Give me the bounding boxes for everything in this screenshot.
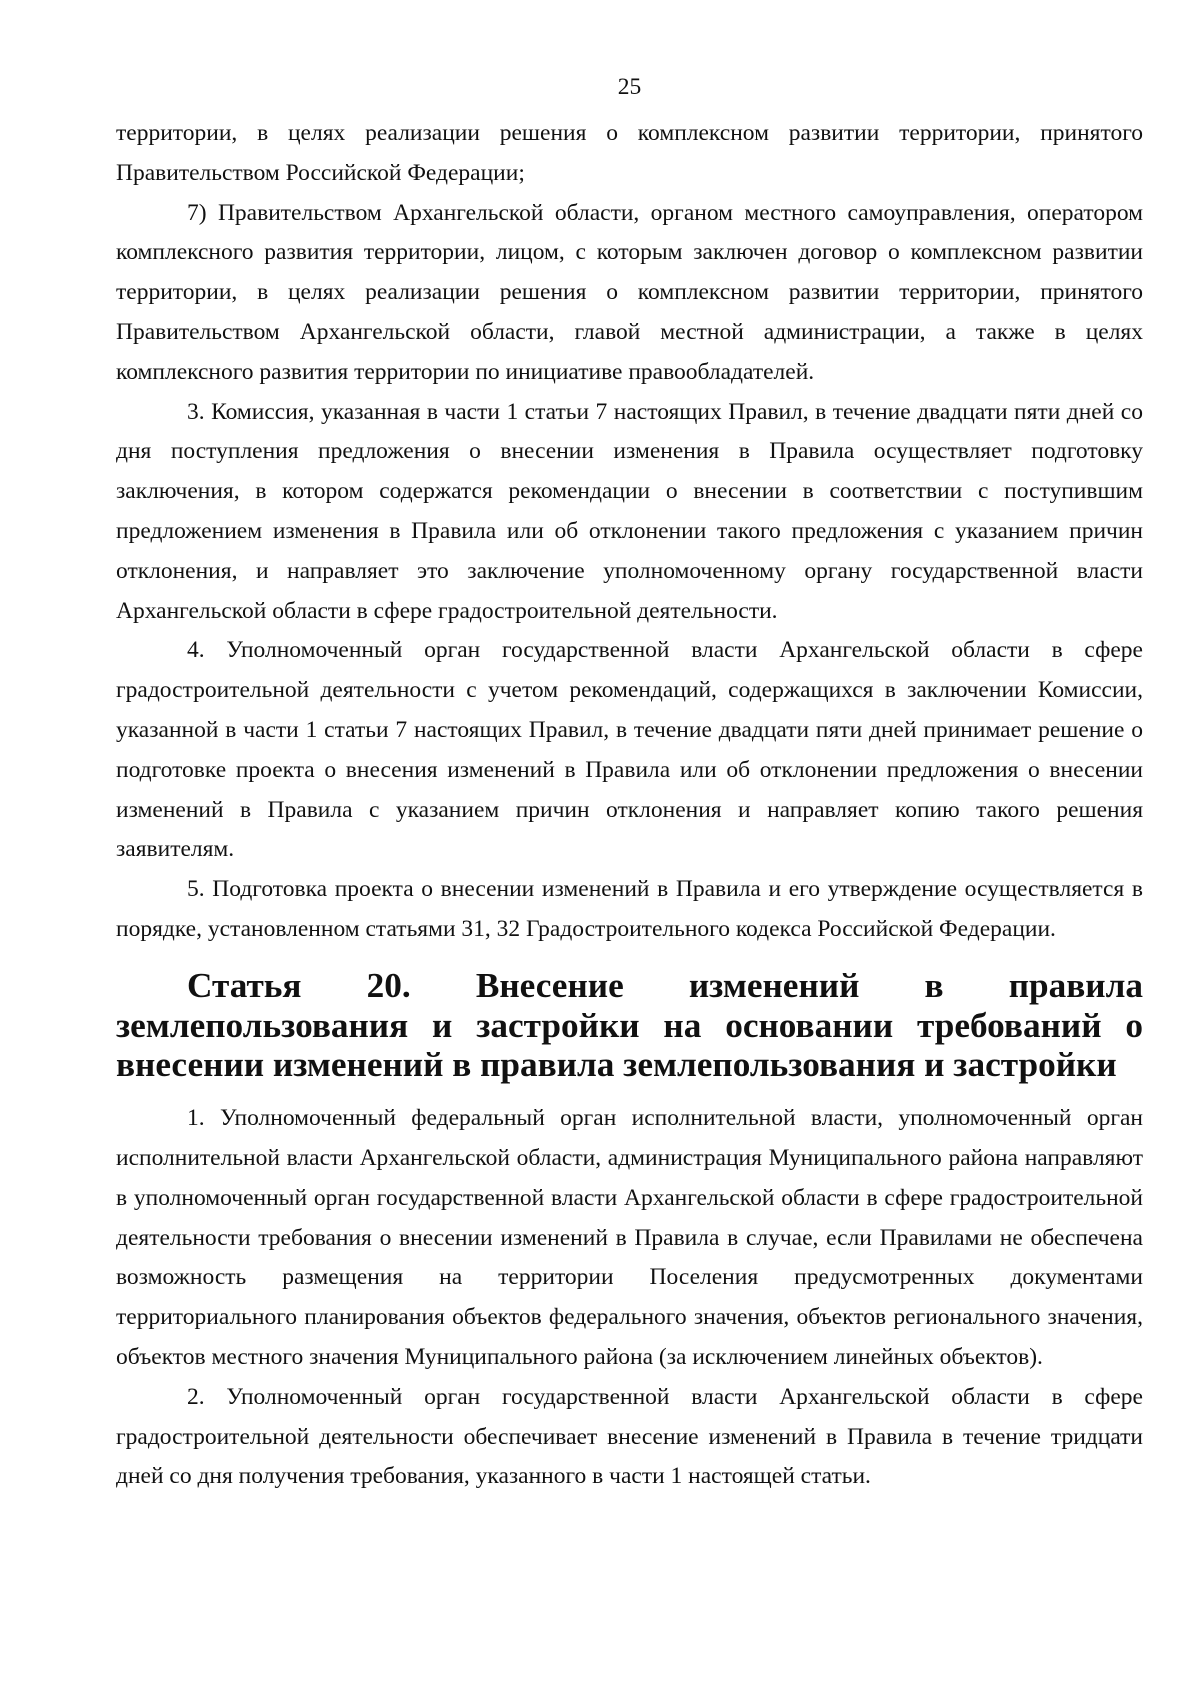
document-page bbox=[116, 0, 1143, 1497]
article-20-heading: Статья 20. Внесение изменений в правила землепользования и застройки на основании требований о внесении изменений в правила землепользования и застройки bbox=[116, 965, 1143, 1085]
paragraph-4: 4. Уполномоченный орган государственной власти Архангельской области в сфере градостроительной деятельности с учетом рекомендаций, содержащихся в заключении Комиссии, указанной в части 1 статьи 7 настоящих Правил, в течение двадцати пяти дней принимает решение о подготовке проекта о внесения изменений в Правила или об отклонении предложения о внесении изменений в Правила с указанием причин отклонения и направляет копию такого решения заявителям. bbox=[116, 637, 1143, 863]
article-20-paragraph-2: 2. Уполномоченный орган государственной власти Архангельской области в сфере градостроительной деятельности обеспечивает внесение изменений в Правила в течение тридцати дней со дня получения требования, указанного в части 1 настоящей статьи. bbox=[116, 1383, 1143, 1490]
page-number: 25 bbox=[617, 74, 642, 100]
paragraph-3: 3. Комиссия, указанная в части 1 статьи 7 настоящих Правил, в течение двадцати пяти дней со дня поступления предложения о внесении изменения в Правила осуществляет подготовку заключения, в котором содержатся рекомендации о внесении в соответствии с поступившим предложением изменения в Правила или об отклонении такого предложения с указанием причин отклонения, и направляет это заключение уполномоченному органу государственной власти Архангельской области в сфере градостроительной деятельности. bbox=[116, 398, 1143, 624]
paragraph-continuation: территории, в целях реализации решения о комплексном развитии территории, принятого Правительством Российской Федерации; bbox=[116, 120, 1143, 186]
article-20-paragraph-1: 1. Уполномоченный федеральный орган исполнительной власти, уполномоченный орган исполнительной власти Архангельской области, администрация Муниципального района направляют в уполномоченный орган государственной власти Архангельской области в сфере градостроительной деятельности требования о внесении изменений в Правила в случае, если Правилами не обеспечена возможность размещения на территории Поселения предусмотренных документами территориального планирования объектов федерального значения, объектов регионального значения, объектов местного значения Муниципального района (за исключением линейных объектов). bbox=[116, 1105, 1143, 1370]
document-body bbox=[116, 114, 1143, 1497]
paragraph-5: 5. Подготовка проекта о внесении изменений в Правила и его утверждение осуществляется в порядке, установленном статьями 31, 32 Градостроительного кодекса Российской Федерации. bbox=[116, 876, 1143, 942]
paragraph-item-7: 7) Правительством Архангельской области, органом местного самоуправления, оператором комплексного развития территории, лицом, с которым заключен договор о комплексном развитии территории, в целях реализации решения о комплексном развитии территории, принятого Правительством Архангельской области, главой местной администрации, а также в целях комплексного развития территории по инициативе правообладателей. bbox=[116, 199, 1143, 385]
